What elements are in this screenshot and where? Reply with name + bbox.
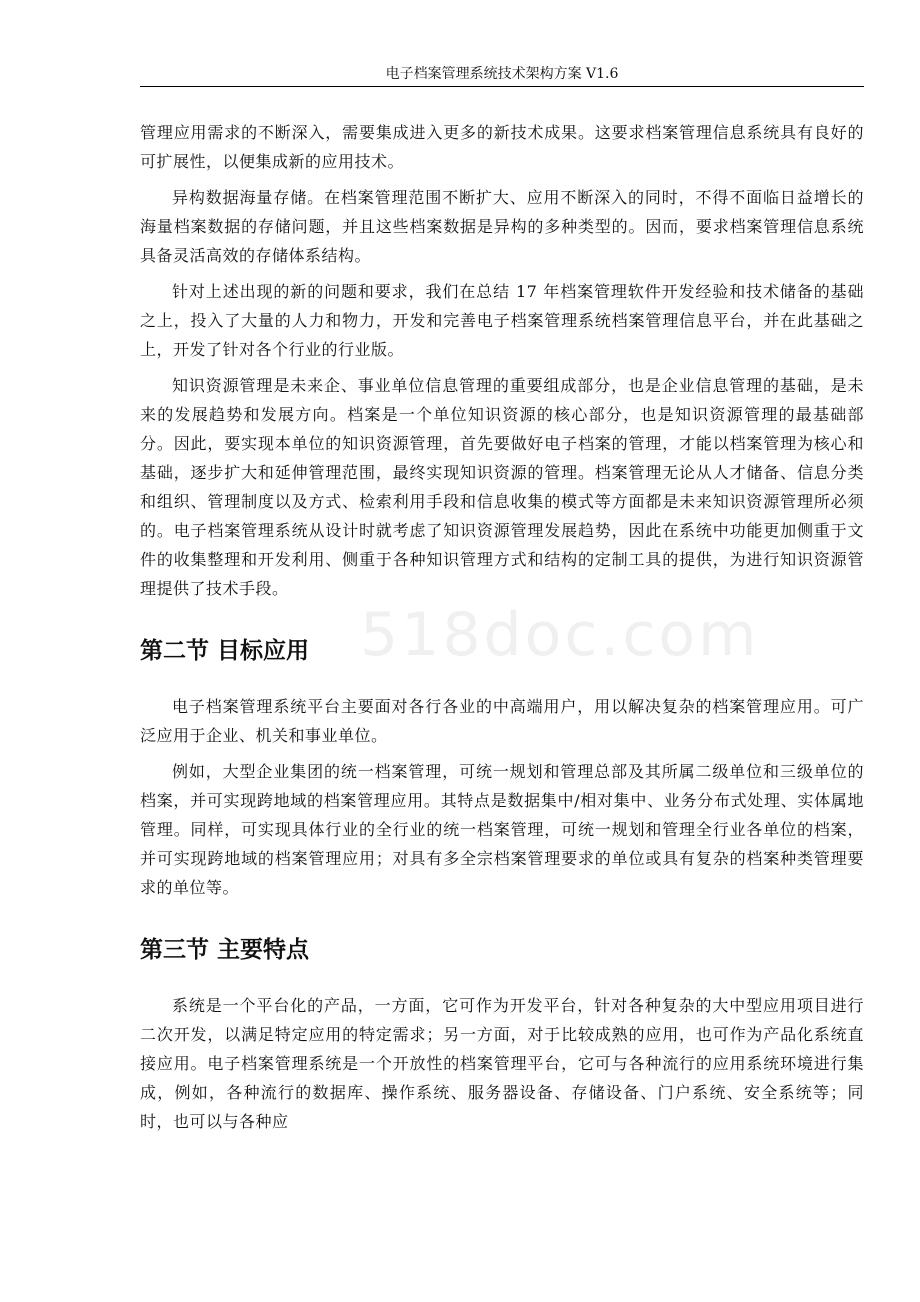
document-body xyxy=(140,118,864,1136)
paragraph: 针对上述出现的新的问题和要求，我们在总结 17 年档案管理软件开发经验和技术储备的基础之上，投入了大量的人力和物力，开发和完善电子档案管理系统档案管理信息平台，并在此基础之上，开发了针对各个行业的行业版。 xyxy=(140,282,864,359)
paragraph: 管理应用需求的不断深入，需要集成进入更多的新技术成果。这要求档案管理信息系统具有良好的可扩展性，以便集成新的应用技术。 xyxy=(140,123,864,171)
paragraph: 异构数据海量存储。在档案管理范围不断扩大、应用不断深入的同时，不得不面临日益增长的海量档案数据的存储问题，并且这些档案数据是异构的多种类型的。因而，要求档案管理信息系统具备灵活高效的存储体系结构。 xyxy=(140,188,864,265)
section-heading: 第二节 目标应用 xyxy=(140,638,310,664)
paragraph: 知识资源管理是未来企、事业单位信息管理的重要组成部分，也是企业信息管理的基础，是未来的发展趋势和发展方向。档案是一个单位知识资源的核心部分，也是知识资源管理的最基础部分。因此，要实现本单位的知识资源管理，首先要做好电子档案的管理，才能以档案管理为核心和基础，逐步扩大和延伸管理范围，最终实现知识资源的管理。档案管理无论从人才储备、信息分类和组织、管理制度以及方式、检索利用手段和信息收集的模式等方面都是未来知识资源管理所必须的。电子档案管理系统从设计时就考虑了知识资源管理发展趋势，因此在系统中功能更加侧重于文件的收集整理和开发利用、侧重于各种知识管理方式和结构的定制工具的提供，为进行知识资源管理提供了技术手段。 xyxy=(140,376,864,598)
page-header xyxy=(140,64,864,87)
section-heading: 第三节 主要特点 xyxy=(140,937,310,963)
paragraph: 系统是一个平台化的产品，一方面，它可作为开发平台，针对各种复杂的大中型应用项目进行二次开发，以满足特定应用的特定需求；另一方面，对于比较成熟的应用，也可作为产品化系统直接应用。电子档案管理系统是一个开放性的档案管理平台，它可与各种流行的应用系统环境进行集成，例如，各种流行的数据库、操作系统、服务器设备、存储设备、门户系统、安全系统等；同时，也可以与各种应 xyxy=(140,996,864,1131)
document-title: 电子档案管理系统技术架构方案 V1.6 xyxy=(385,66,619,82)
paragraph: 电子档案管理系统平台主要面对各行各业的中高端用户，用以解决复杂的档案管理应用。可广泛应用于企业、机关和事业单位。 xyxy=(140,697,864,745)
watermark: 518doc.com xyxy=(360,600,760,670)
paragraph: 例如，大型企业集团的统一档案管理，可统一规划和管理总部及其所属二级单位和三级单位的档案，并可实现跨地域的档案管理应用。其特点是数据集中/相对集中、业务分布式处理、实体属地管理。同样，可实现具体行业的全行业的统一档案管理，可统一规划和管理全行业各单位的档案，并可实现跨地域的档案管理应用；对具有多全宗档案管理要求的单位或具有复杂的档案种类管理要求的单位等。 xyxy=(140,762,864,897)
